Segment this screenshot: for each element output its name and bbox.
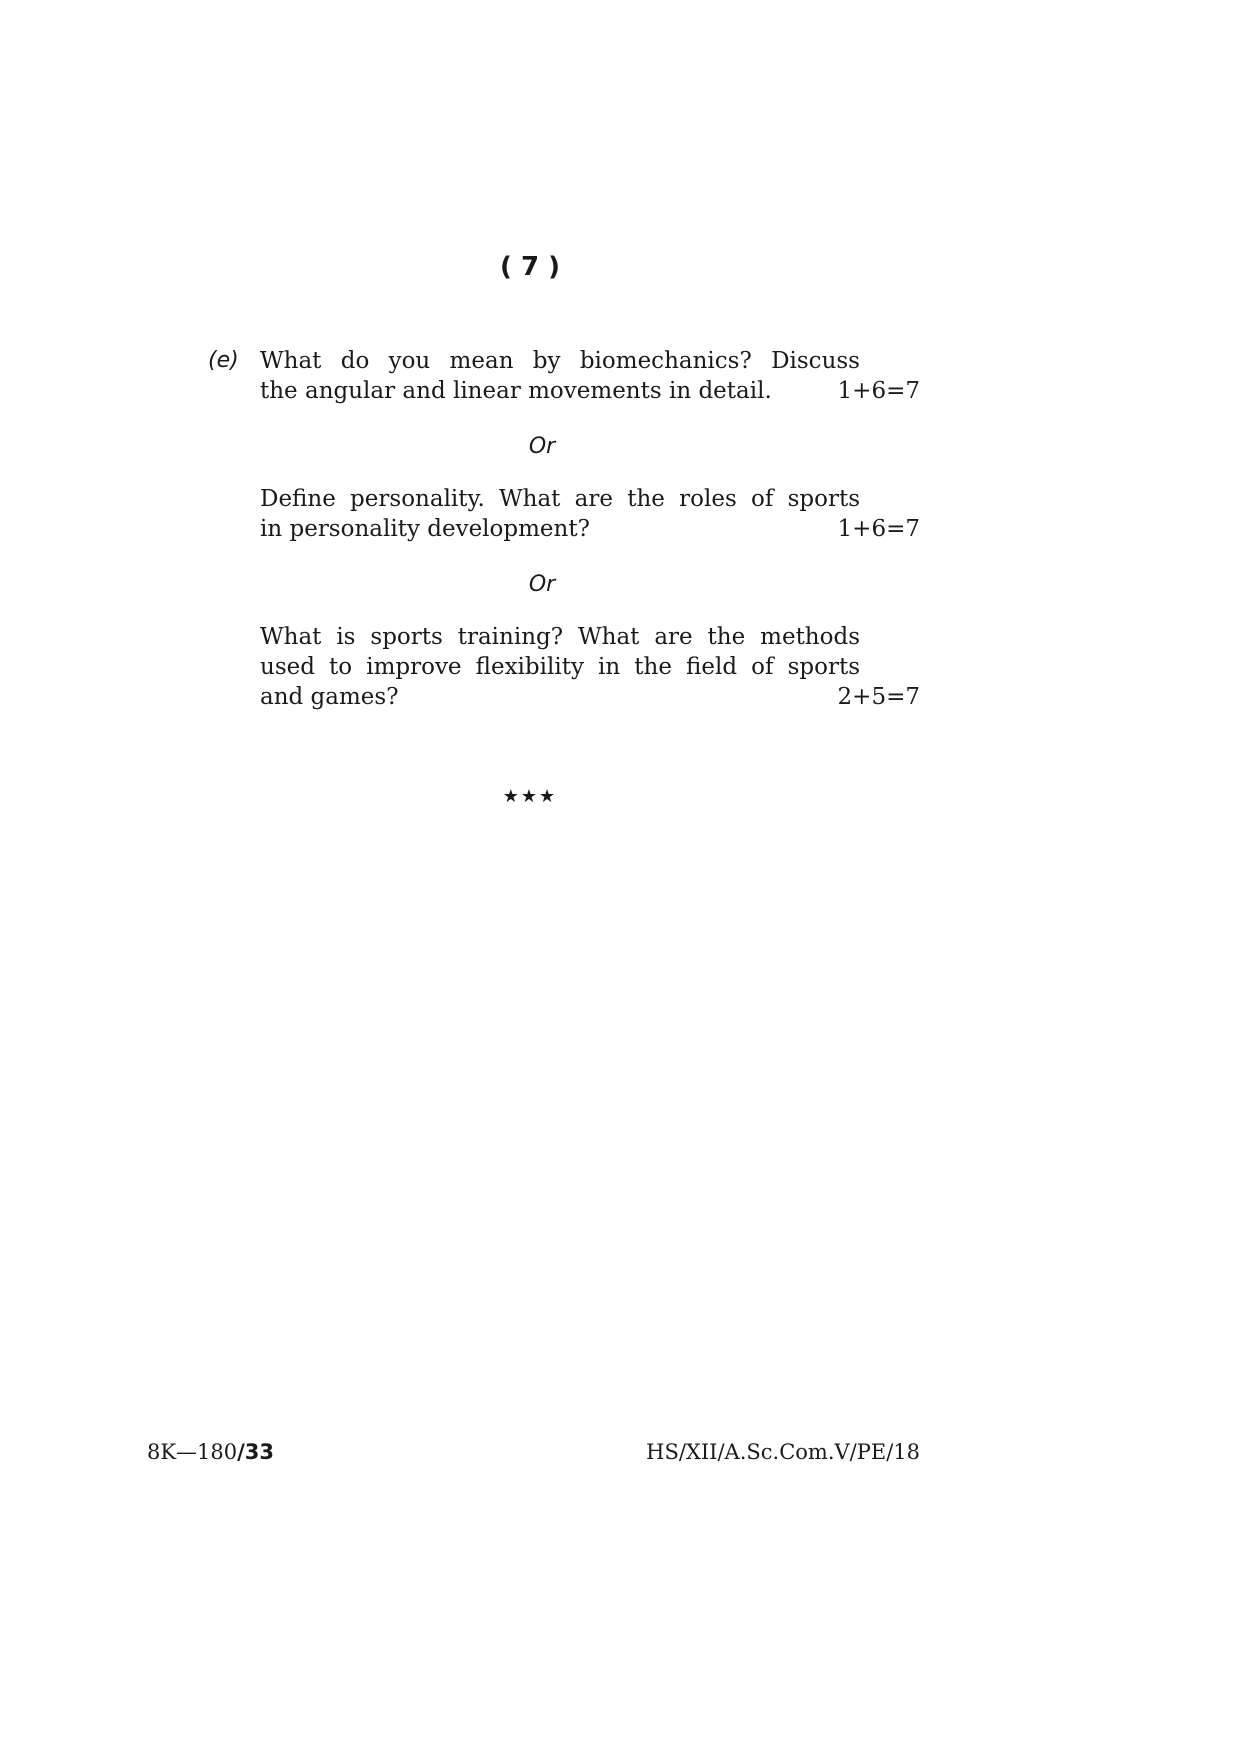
- end-stars: ★★★: [502, 786, 558, 807]
- or-label-1: Or: [528, 434, 556, 459]
- option-1-line-2: the angular and linear movements in detail.: [260, 378, 772, 404]
- option-2-last-line: [260, 514, 920, 544]
- page-number: ( 7 ): [500, 252, 560, 282]
- option-3-marks: 2+5=7: [837, 684, 920, 710]
- question-e: [208, 346, 920, 726]
- option-3-line-3: and games?: [260, 684, 399, 710]
- option-1: [260, 346, 920, 406]
- option-3: [260, 622, 920, 712]
- footer-code-prefix: 8K—180: [147, 1440, 238, 1464]
- option-3-last-line: [260, 682, 920, 712]
- option-2-line-2: in personality development?: [260, 516, 590, 542]
- or-label-2: Or: [528, 572, 556, 597]
- option-3-line-2: used to improve flexibility in the field of sports: [260, 654, 860, 680]
- option-2-marks: 1+6=7: [837, 516, 920, 542]
- option-1-line-1: What do you mean by biomechanics? Discuss: [260, 348, 860, 374]
- footer-code: [147, 1440, 274, 1464]
- option-1-last-line: [260, 376, 920, 406]
- option-3-line-1: What is sports training? What are the methods: [260, 624, 860, 650]
- footer-code-bold: /33: [237, 1440, 275, 1464]
- option-2-line-1: Define personality. What are the roles of sports: [260, 486, 860, 512]
- option-1-marks: 1+6=7: [837, 378, 920, 404]
- question-label: (e): [208, 348, 239, 373]
- footer-paper-code: HS/XII/A.Sc.Com.V/PE/18: [646, 1440, 920, 1464]
- option-2: [260, 484, 920, 544]
